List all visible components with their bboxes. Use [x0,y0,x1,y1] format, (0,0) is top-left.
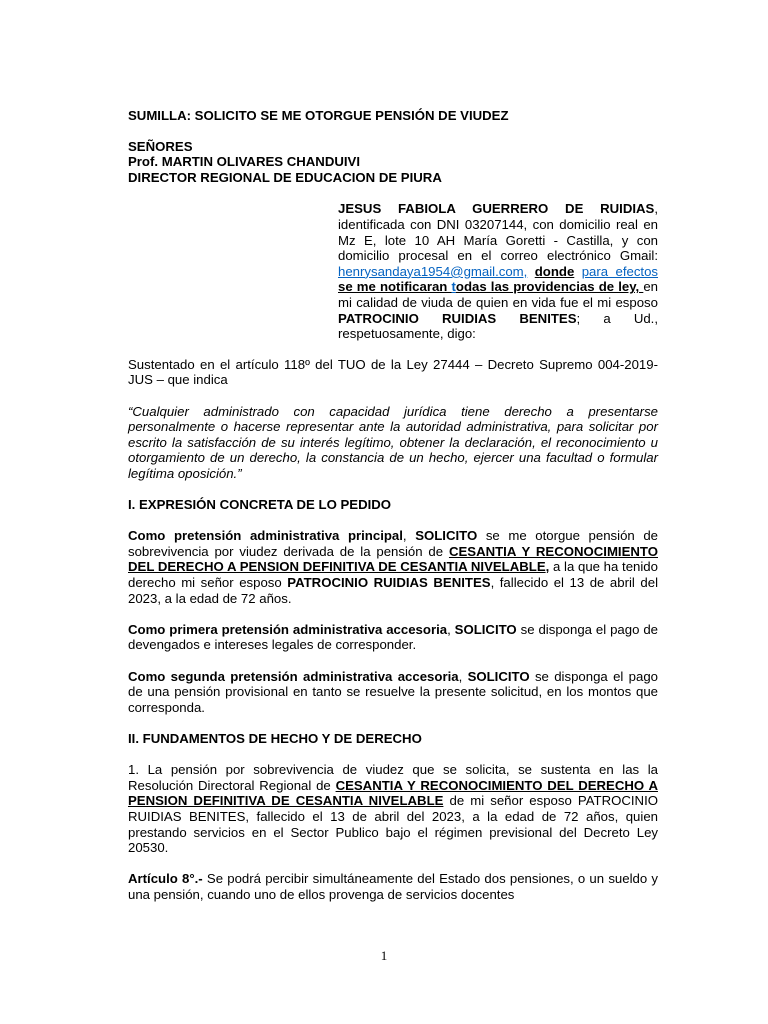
email-link[interactable]: henrysandaya1954@gmail.com, [338,263,528,279]
resolution-title: CESANTIA Y RECONOCIMIENTO DEL DERECHO A PENSION DEFINITIVA DE CESANTIA NIVELABLE [128,777,658,809]
second-accessory-lead: Como segunda pretensión administrativa accesoria [128,668,459,684]
notify-text-b: odas las providencias de ley, [455,279,644,295]
second-accessory-claim [128,669,658,716]
solicito-keyword: SOLICITO [454,621,517,637]
article-label: Artículo 8°.- [128,871,203,887]
legal-quote: “Cualquier administrado con capacidad jurídica tiene derecho a presentarse personalmente o hacerse representar ante la autoridad administrativa, para solicitar por escrito la satisfacción de su interés legítimo, obtener la declaración, el reconocimiento u otorgamiento de un derecho, la constancia de un hecho, ejercer una facultad o formular legítima oposición.” [128,403,658,481]
sustento-paragraph: Sustentado en el artículo 118º del TUO de la Ley 27444 – Decreto Supremo 004-2019-JUS – que indica [128,356,658,388]
second-accessory-text: se disponga el pago de una pensión provisional en tanto se resuelve la presente solicitud, en los montos que corresponda. [128,668,658,715]
addressee-line-3: DIRECTOR REGIONAL DE EDUCACION DE PIURA [128,169,442,185]
principal-claim-text-1: se me otorgue pensión de sobrevivencia por viudez derivada de la pensión de [128,528,659,559]
notify-text-a: se me notificaran [338,279,452,295]
principal-claim-paragraph [128,528,658,606]
section-1-heading: I. EXPRESIÓN CONCRETA DE LO PEDIDO [128,497,392,513]
foundation-text-1: 1. La pensión por sobrevivencia de viudez que se solicita, se sustenta en las la Resolución Directoral Regional de [128,762,658,793]
notify-text-t: t [451,279,456,295]
resolution-title: CESANTIA Y RECONOCIMIENTO DEL DERECHO A PENSION DEFINITIVA DE CESANTIA NIVELABLE [128,543,658,575]
principal-claim-text-3: , fallecido el 13 de abril del 2023, a la edad de 72 años. [128,575,658,606]
article-8-paragraph [128,871,658,902]
comma: , [447,621,455,637]
first-accessory-claim [128,622,658,653]
addressee-block [128,139,658,186]
solicito-keyword: SOLICITO [415,528,478,544]
article-text: Se podrá percibir simultáneamente del Estado dos pensiones, o un sueldo y una pensión, cuando uno de ellos provenga de servicios docentes [128,871,658,902]
addressee-line-1: SEÑORES [128,138,193,154]
foundation-paragraph-1 [128,762,658,856]
page-number: 1 [380,948,388,963]
petitioner-text-3: ; a Ud., respetuosamente, digo: [338,310,659,342]
first-accessory-text: se disponga el pago de devengados e intereses legales de corresponder. [128,621,658,653]
spouse-name: PATROCINIO RUIDIAS BENITES [287,575,491,591]
section-2-heading: II. FUNDAMENTOS DE HECHO Y DE DERECHO [128,730,422,746]
principal-claim-lead: Como pretensión administrativa principal [128,528,403,544]
para-efectos-text: para efectos [581,263,659,279]
comma: , [458,668,468,684]
petitioner-text-2: en mi calidad de viuda de quien en vida fue el mi esposo [338,279,658,310]
solicito-keyword: SOLICITO [467,668,530,684]
principal-claim-text-2: a la que ha tenido derecho mi señor esposo [128,559,658,591]
petitioner-name: JESUS FABIOLA GUERRERO DE RUIDIAS [338,201,655,217]
petitioner-spouse: PATROCINIO RUIDIAS BENITES [338,310,577,326]
sumilla-heading: SUMILLA: SOLICITO SE ME OTORGUE PENSIÓN DE VIUDEZ [128,108,509,123]
donde-text: donde [534,263,575,279]
first-accessory-lead: Como primera pretensión administrativa accesoria [128,621,448,637]
foundation-text-2: de mi señor esposo PATROCINIO RUIDIAS BENITES, fallecido el 13 de abril del 2023, a la edad de 72 años, quien prestando servicios en el Sector Publico bajo el régimen previsional del Decreto Ley 20530. [128,793,658,856]
petitioner-block [338,201,658,341]
addressee-line-2: Prof. MARTIN OLIVARES CHANDUIVI [128,154,361,170]
comma: , [545,559,550,575]
comma: , [402,528,416,544]
petitioner-text-1: , identificada con DNI 03207144, con domicilio real en Mz E, lote 10 AH María Goretti - Castilla, y con domicilio procesal en el correo electrónico Gmail: [338,201,658,264]
